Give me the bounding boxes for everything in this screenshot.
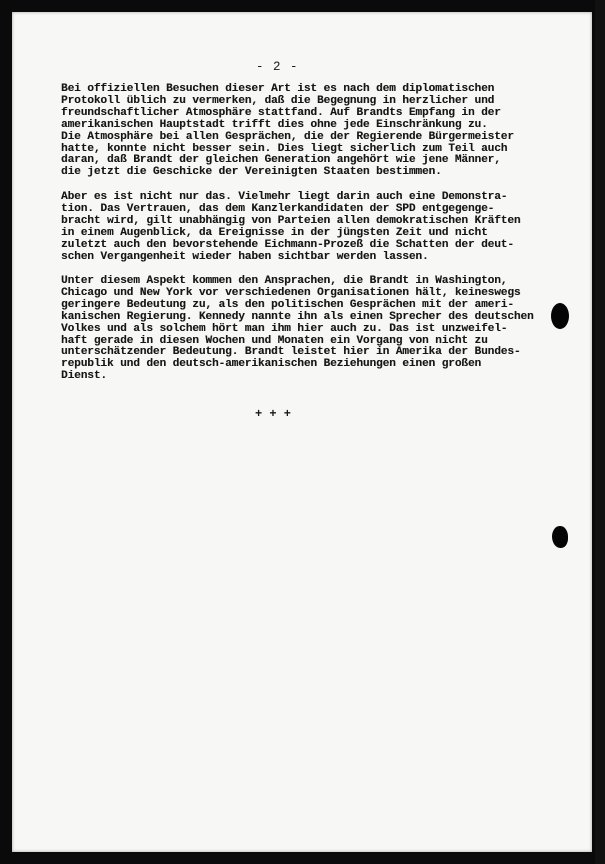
text-line: Volkes und als solchem hört man ihm hier auch zu. Das ist unzweifel- bbox=[61, 322, 508, 335]
text-line: Die Atmosphäre bei allen Gesprächen, die der Regierende Bürgermeister bbox=[61, 130, 514, 143]
text-line: republik und den deutsch-amerikanischen Beziehungen einen großen bbox=[61, 358, 482, 371]
text-line: freundschaftlicher Atmosphäre stattfand. Auf Brandts Empfang in der bbox=[61, 106, 501, 119]
text-line: Chicago und New York vor verschiedenen Organisationen hält, keineswegs bbox=[61, 286, 521, 299]
text-line: Aber es ist nicht nur das. Vielmehr liegt darin auch eine Demonstra- bbox=[61, 191, 508, 203]
text-line: bracht wird, gilt unabhängig von Parteien allen demokratischen Kräften bbox=[61, 214, 521, 227]
text-line: Unter diesem Aspekt kommen den Ansprachen, die Brandt in Washington, bbox=[61, 275, 508, 287]
text-line: schen Vergangenheit wieder haben sichtbar werden lassen. bbox=[61, 250, 429, 263]
text-line: zuletzt auch den bevorstehende Eichmann-Prozeß die Schatten der deut- bbox=[61, 238, 514, 251]
paragraph-2 bbox=[61, 192, 520, 263]
paragraph-1 bbox=[61, 84, 514, 179]
text-line: daran, daß Brandt der gleichen Generation angehört wie jene Männer, bbox=[61, 154, 501, 167]
text-line: hatte, konnte nicht besser sein. Dies liegt sicherlich zum Teil auch bbox=[61, 142, 508, 155]
scan-edge bbox=[595, 0, 605, 864]
text-line: kanischen Regierung. Kennedy nannte ihn als einen Sprecher des deutschen bbox=[61, 310, 534, 323]
text-line: Protokoll üblich zu vermerken, daß die Begegnung in herzlicher und bbox=[61, 94, 495, 107]
page-number: - 2 - bbox=[256, 60, 299, 74]
text-line: haft gerade in diesen Wochen und Monaten ein Vorgang von nicht zu bbox=[61, 334, 488, 347]
text-line: geringere Bedeutung zu, als den politischen Gesprächen mit der ameri- bbox=[61, 298, 514, 311]
text-line: amerikanischen Hauptstadt trifft dies ohne jede Einschränkung zu. bbox=[61, 118, 488, 131]
paragraph-3 bbox=[61, 276, 534, 383]
punch-hole bbox=[552, 526, 568, 548]
text-line: die jetzt die Geschicke der Vereinigten Staaten bestimmen. bbox=[61, 166, 442, 179]
end-mark: + + + bbox=[255, 407, 292, 421]
text-line: unterschätzender Bedeutung. Brandt leistet hier in Amerika der Bundes- bbox=[61, 346, 521, 359]
text-line: in einem Augenblick, da Ereignisse in der jüngsten Zeit und nicht bbox=[61, 226, 488, 239]
text-line: Bei offiziellen Besuchen dieser Art ist es nach dem diplomatischen bbox=[61, 83, 495, 95]
text-line: Dienst. bbox=[61, 370, 107, 383]
text-line: tion. Das Vertrauen, das dem Kanzlerkandidaten der SPD entgegenge- bbox=[61, 202, 495, 215]
punch-hole bbox=[551, 303, 569, 329]
